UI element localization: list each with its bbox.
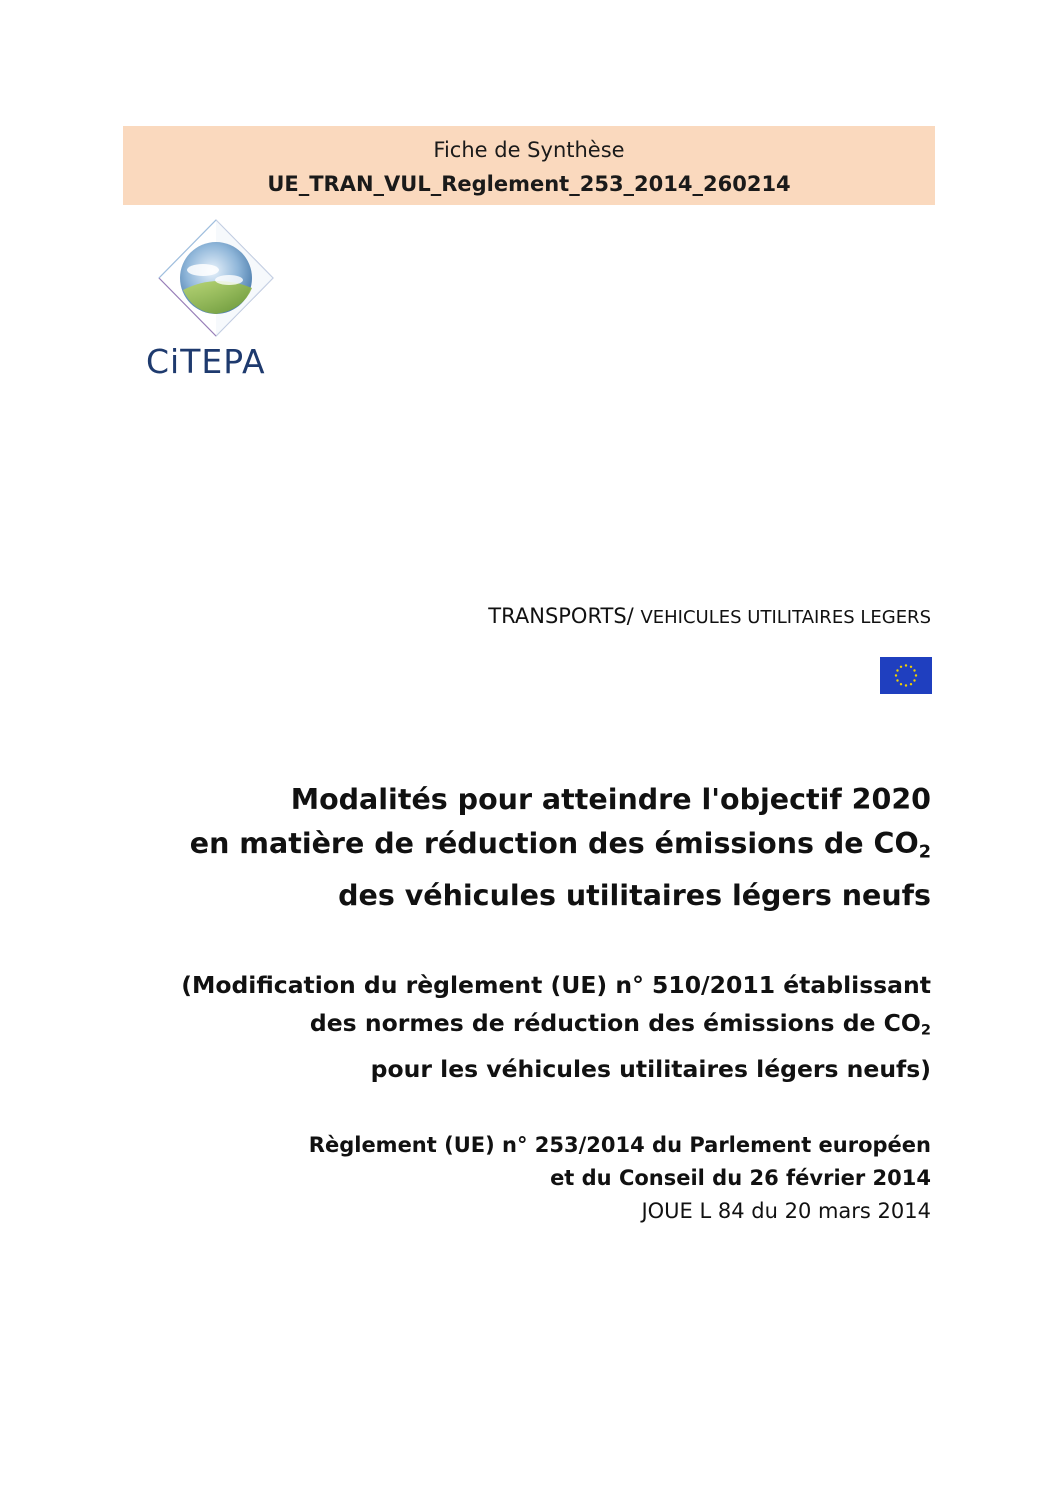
- eu-flag-icon: [880, 657, 932, 694]
- header-banner: [123, 126, 935, 205]
- category-main: TRANSPORTS/: [488, 604, 634, 628]
- reference-line-1: Règlement (UE) n° 253/2014 du Parlement européen: [308, 1133, 931, 1157]
- category-sub: VEHICULES UTILITAIRES LEGERS: [640, 607, 931, 628]
- title-line-1: Modalités pour atteindre l'objectif 2020: [290, 783, 931, 816]
- subtitle-line-2: des normes de réduction des émissions de CO2: [309, 1009, 931, 1039]
- subtitle-line-3: pour les véhicules utilitaires légers neufs): [370, 1054, 931, 1083]
- citepa-logo-text: CiTEPA: [146, 342, 266, 381]
- document-subtitle: [181, 966, 931, 1088]
- document-reference-code: UE_TRAN_VUL_Reglement_253_2014_260214: [267, 172, 791, 196]
- title-line-2: en matière de réduction des émissions de CO2: [189, 827, 931, 863]
- regulation-reference: [309, 1129, 931, 1228]
- document-title: [190, 778, 931, 918]
- category-heading: [488, 604, 931, 628]
- reference-line-3: JOUE L 84 du 20 mars 2014: [641, 1199, 931, 1223]
- subtitle-line-1: (Modification du règlement (UE) n° 510/2011 établissant: [181, 971, 931, 999]
- reference-line-2: et du Conseil du 26 février 2014: [550, 1166, 931, 1190]
- title-line-3: des véhicules utilitaires légers neufs: [338, 879, 931, 913]
- document-type: Fiche de Synthèse: [433, 138, 625, 162]
